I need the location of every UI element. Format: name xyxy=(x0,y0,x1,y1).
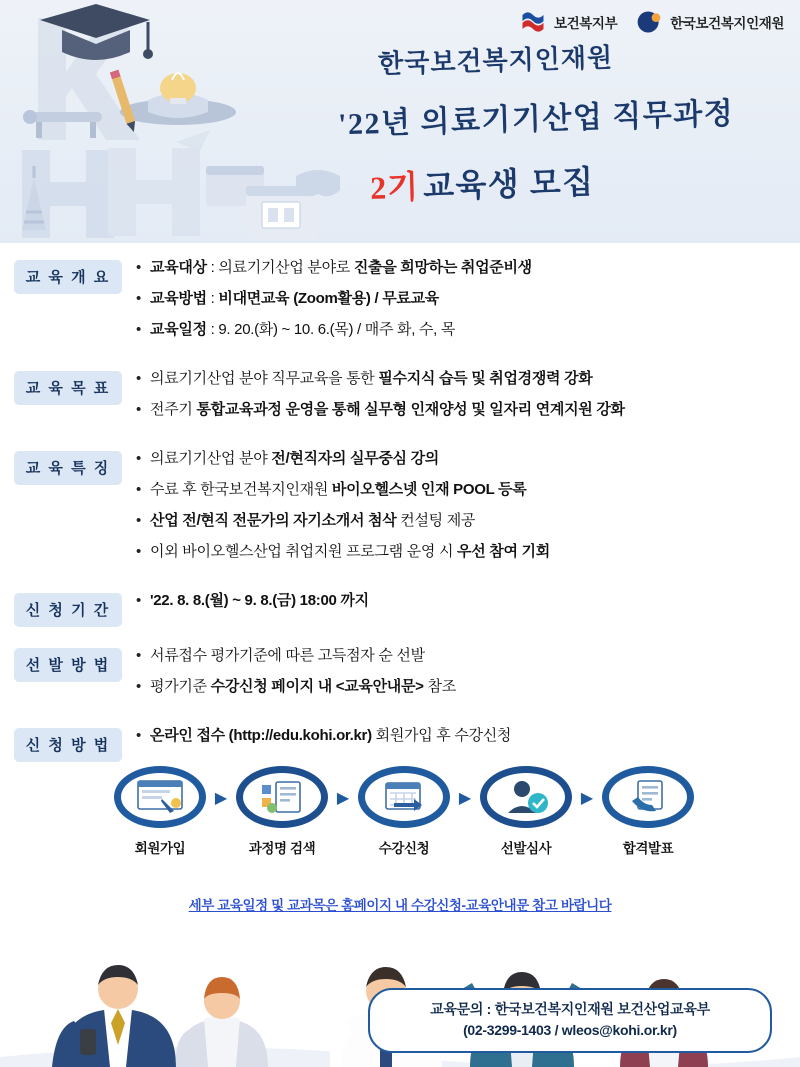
item-emph: 산업 전/현직 전문가의 자기소개서 첨삭 xyxy=(150,512,397,529)
list-item xyxy=(136,541,800,563)
flow-step-circle xyxy=(114,766,206,828)
contact-box xyxy=(368,988,772,1053)
bullet-dot: • xyxy=(136,401,142,418)
browser-window-icon xyxy=(132,777,188,817)
section-label: 신 청 기 간 xyxy=(14,593,122,627)
ministry-emblem-icon xyxy=(519,8,547,36)
section-body xyxy=(122,576,800,621)
list-item xyxy=(136,399,800,421)
flow-step-label: 합격발표 xyxy=(622,841,674,856)
contact-line-2: (02-3299-1403 / wleos@kohi.or.kr) xyxy=(463,1022,677,1038)
item-emph: 비대면교육 (Zoom활용) / 무료교육 xyxy=(218,290,439,307)
bullet-dot: • xyxy=(136,678,142,695)
item-tail: 회원가입 후 수강신청 xyxy=(371,727,512,744)
bullet-dot: • xyxy=(136,321,142,338)
calendar-arrow-icon xyxy=(376,777,432,817)
item-lead: 교육대상 xyxy=(150,259,207,276)
item-emph: '22. 8. 8.(월) ~ 9. 8.(금) 18:00 까지 xyxy=(150,592,369,609)
logo-group xyxy=(519,8,784,36)
title-line-2: '22년 의료기기산업 직무과정 xyxy=(337,97,735,142)
flow-step-label: 회원가입 xyxy=(134,841,186,856)
bullet-dot: • xyxy=(136,450,142,467)
application-process-flow xyxy=(0,766,800,886)
section-how-to-apply xyxy=(0,711,800,762)
item-emph: 바이오헬스넷 인재 POOL 등록 xyxy=(331,481,527,498)
section-label: 교 육 목 표 xyxy=(14,371,122,405)
poster-content xyxy=(0,243,800,914)
item-rest: 전주기 xyxy=(150,401,197,418)
list-item xyxy=(136,645,800,667)
flow-step-signup xyxy=(112,766,208,857)
document-search-icon xyxy=(254,777,310,817)
bullet-dot: • xyxy=(136,481,142,498)
apply-url-text[interactable]: 온라인 접수 (http://edu.kohi.or.kr) xyxy=(150,727,372,744)
flow-arrow-icon: ▶ xyxy=(214,790,228,807)
poster-title xyxy=(330,38,790,206)
item-emph: 통합교육과정 운영을 통해 실무형 인재양성 및 일자리 연계지원 강화 xyxy=(196,401,625,418)
item-emph: 진출을 희망하는 취업준비생 xyxy=(353,259,532,276)
list-item xyxy=(136,368,800,390)
list-item xyxy=(136,288,800,310)
item-emph: 전/현직자의 실무중심 강의 xyxy=(271,450,439,467)
flow-arrow-icon: ▶ xyxy=(458,790,472,807)
list-item xyxy=(136,479,800,501)
bullet-dot: • xyxy=(136,512,142,529)
item-rest: 의료기기산업 분야 직무교육을 통한 xyxy=(150,370,379,387)
list-item xyxy=(136,319,800,341)
title-line-1: 한국보건복지인재원 xyxy=(377,43,614,79)
bullet-dot: • xyxy=(136,370,142,387)
flow-step-review xyxy=(478,766,574,857)
section-selection-method xyxy=(0,631,800,707)
item-rest: 의료기기산업 분야 xyxy=(150,450,272,467)
section-body xyxy=(122,631,800,707)
bullet-dot: • xyxy=(136,592,142,609)
list-item xyxy=(136,676,800,698)
flow-arrow-icon: ▶ xyxy=(336,790,350,807)
title-line-3 xyxy=(369,151,790,209)
flow-step-label: 과정명 검색 xyxy=(248,841,316,856)
flow-step-label: 선발심사 xyxy=(500,841,552,856)
kohi-logo-icon xyxy=(635,8,663,36)
bullet-dot: • xyxy=(136,290,142,307)
list-item xyxy=(136,725,800,747)
document-phone-icon xyxy=(620,777,676,817)
title-recruit-label: 교육생 모집 xyxy=(422,163,596,205)
bullet-dot: • xyxy=(136,543,142,560)
bullet-dot: • xyxy=(136,647,142,664)
section-overview xyxy=(0,243,800,350)
flow-step-circle xyxy=(236,766,328,828)
contact-line-1: 교육문의 : 한국보건복지인재원 보건산업교육부 xyxy=(430,1001,710,1017)
footer-note: 세부 교육일정 및 교과목은 홈페이지 내 수강신청-교육안내문 참고 바랍니다 xyxy=(188,898,612,913)
list-item xyxy=(136,590,800,612)
section-body xyxy=(122,711,800,756)
item-rest: 수료 후 한국보건복지인재원 xyxy=(150,481,332,498)
flow-step-enroll xyxy=(356,766,452,857)
person-check-icon xyxy=(498,777,554,817)
flow-step-circle xyxy=(358,766,450,828)
list-item xyxy=(136,448,800,470)
flow-arrow-icon: ▶ xyxy=(580,790,594,807)
item-rest: : 9. 20.(화) ~ 10. 6.(목) / 매주 화, 수, 목 xyxy=(206,321,456,338)
title-cohort-number: 2기 xyxy=(369,168,420,206)
section-body xyxy=(122,434,800,572)
item-rest: : 의료기기산업 분야로 xyxy=(206,259,354,276)
flow-step-circle xyxy=(602,766,694,828)
list-item xyxy=(136,257,800,279)
item-emph: 필수지식 습득 및 취업경쟁력 강화 xyxy=(378,370,593,387)
footer-illustration xyxy=(0,917,800,1067)
logo-kohi-label: 한국보건복지인재원 xyxy=(670,16,784,31)
item-lead: 교육일정 xyxy=(150,321,207,338)
header-band xyxy=(0,0,800,243)
section-body xyxy=(122,354,800,430)
section-label: 교 육 개 요 xyxy=(14,260,122,294)
list-item xyxy=(136,510,800,532)
item-lead: 교육방법 xyxy=(150,290,207,307)
item-rest: 서류접수 평가기준에 따른 고득점자 순 선발 xyxy=(150,647,425,664)
section-goals xyxy=(0,354,800,430)
logo-ministry-label: 보건복지부 xyxy=(554,16,618,31)
flow-step-circle xyxy=(480,766,572,828)
section-application-period xyxy=(0,576,800,627)
flow-step-search xyxy=(234,766,330,857)
section-label: 선 발 방 법 xyxy=(14,648,122,682)
logo-ministry xyxy=(519,8,617,36)
flow-step-result xyxy=(600,766,696,857)
item-tail: 컨설팅 제공 xyxy=(396,512,476,529)
flow-step-label: 수강신청 xyxy=(378,841,430,856)
item-emph: 우선 참여 기회 xyxy=(457,543,550,560)
section-label: 교 육 특 징 xyxy=(14,451,122,485)
section-label: 신 청 방 법 xyxy=(14,728,122,762)
logo-kohi xyxy=(635,8,784,36)
item-rest: : xyxy=(206,290,219,307)
section-features xyxy=(0,434,800,572)
item-rest: 평가기준 xyxy=(150,678,211,695)
item-emph: 수강신청 페이지 내 <교육안내문> xyxy=(210,678,424,695)
item-tail: 참조 xyxy=(423,678,456,695)
bullet-dot: • xyxy=(136,259,142,276)
bullet-dot: • xyxy=(136,727,142,744)
section-body xyxy=(122,243,800,350)
item-rest: 이외 바이오헬스산업 취업지원 프로그램 운영 시 xyxy=(150,543,458,560)
